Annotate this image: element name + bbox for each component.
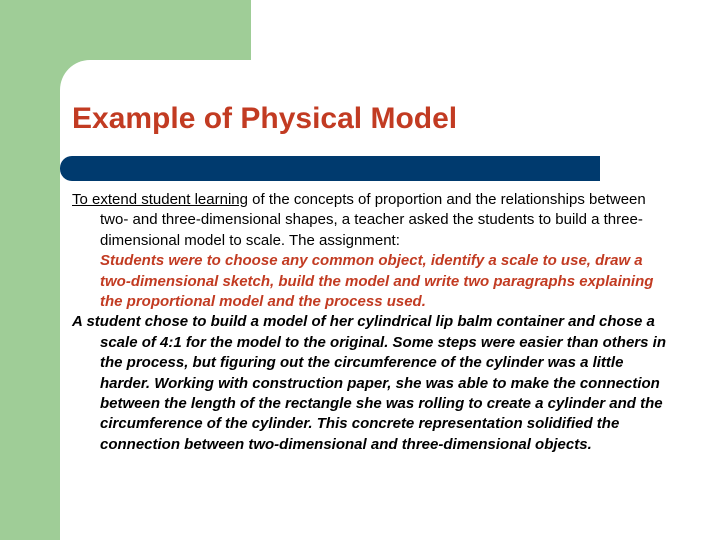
intro-paragraph xyxy=(72,190,672,251)
slide-body xyxy=(72,190,672,455)
student-example-paragraph: A student chose to build a model of her cylindrical lip balm container and chose a scale of 4:1 for the model to the original. Some steps were easier than others in the process, but figuring out the circumference of the cylinder was a little harder. Working with construction paper, she was able to make the connection between the length of the rectangle she was rolling to create a cylinder and the circumference of the cylinder. This concrete representation solidified the connection between two-dimensional and three-dimensional objects. xyxy=(72,313,666,453)
assignment-text: Students were to choose any common object, identify a scale to use, draw a two-dimensional sketch, build the model and write two paragraphs explaining the proportional model and the process used. xyxy=(100,252,654,311)
slide-title: Example of Physical Model xyxy=(72,102,458,135)
title-underline-bar xyxy=(60,156,600,181)
intro-underlined-text: To extend student learning xyxy=(72,191,248,208)
intro-text: of the concepts of proportion and the relationships between two- and three-dimensional shapes, a teacher asked the students to build a three-dimensional model to scale. The assignment: xyxy=(100,191,646,249)
